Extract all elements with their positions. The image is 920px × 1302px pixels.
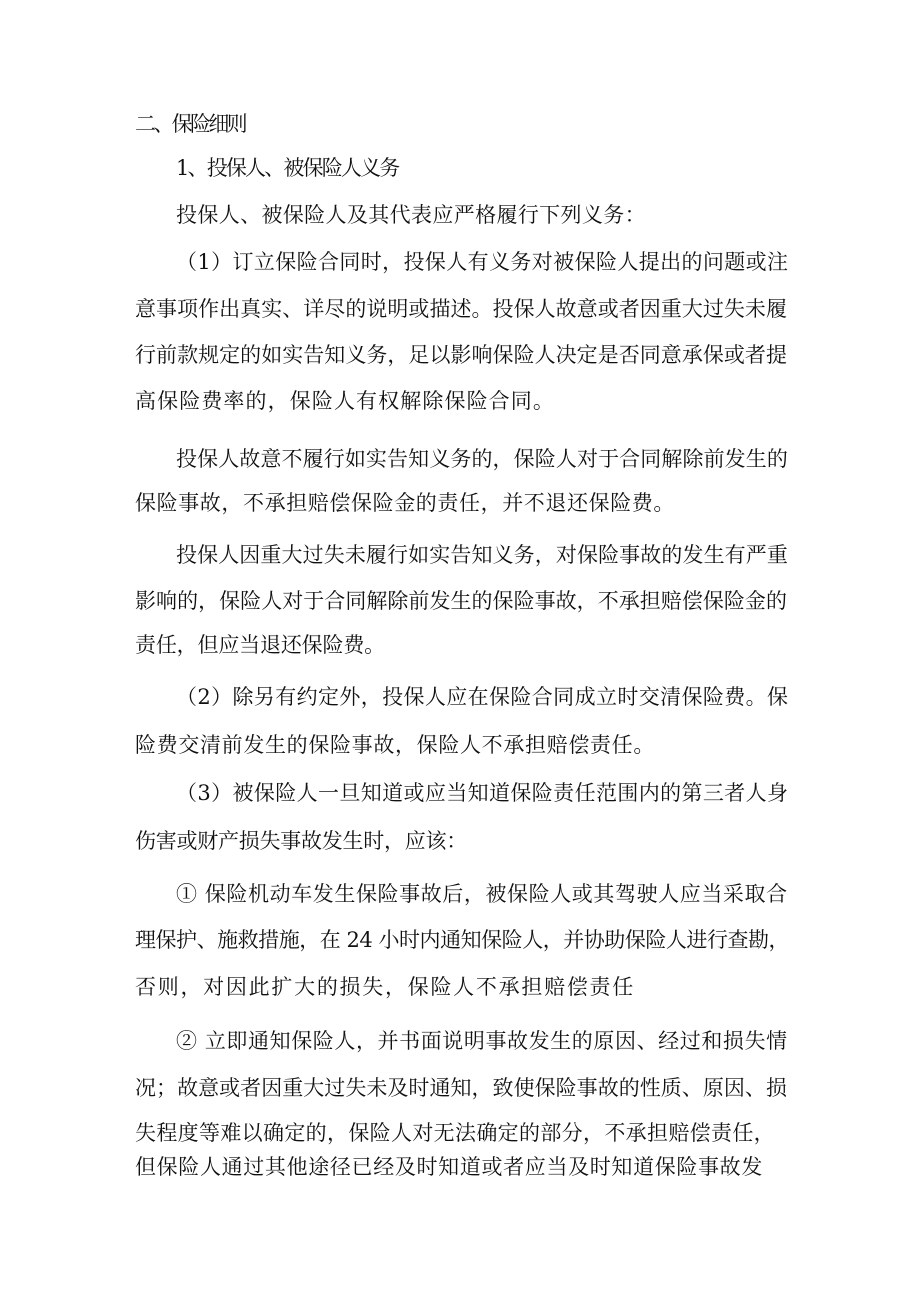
body-line: 意事项作出真实、详尽的说明或描述。投保人故意或者因重大过失未履 — [135, 297, 787, 321]
body-line: 保险事故，不承担赔偿保险金的责任，并不退还保险费。 — [135, 491, 675, 515]
body-line: （1）订立保险合同时，投保人有义务对被保险人提出的问题或注 — [176, 250, 789, 274]
body-line: 责任，但应当退还保险费。 — [135, 633, 385, 657]
body-line: 险费交清前发生的保险事故，保险人不承担赔偿责任。 — [135, 733, 655, 757]
body-line: 理保护、施救措施，在 24 小时内通知保险人，并协助保险人进行查勘， — [135, 928, 790, 952]
subsection-title: 1、投保人、被保险人义务 — [176, 156, 399, 180]
body-line: 失程度等难以确定的，保险人对无法确定的部分，不承担赔偿责任， — [135, 1121, 775, 1145]
body-line: 行前款规定的如实告知义务，足以影响保险人决定是否同意承保或者提 — [135, 343, 787, 367]
body-line: 但保险人通过其他途径已经及时知道或者应当及时知道保险事故发 — [135, 1155, 763, 1179]
body-line: 高保险费率的，保险人有权解除保险合同。 — [135, 389, 555, 413]
body-line: 投保人因重大过失未履行如实告知义务，对保险事故的发生有严重 — [176, 543, 788, 567]
intro-text: 投保人、被保险人及其代表应严格履行下列义务： — [176, 203, 646, 227]
body-line: （2）除另有约定外，投保人应在保险合同成立时交清保险费。保 — [176, 685, 789, 709]
body-line: 伤害或财产损失事故发生时，应该： — [135, 829, 467, 853]
body-line: 否则，对因此扩大的损失，保险人不承担赔偿责任 — [135, 975, 635, 999]
body-line: 投保人故意不履行如实告知义务的，保险人对于合同解除前发生的 — [176, 447, 788, 471]
body-line: ① 保险机动车发生保险事故后，被保险人或其驾驶人应当采取合 — [176, 882, 788, 906]
body-line: 况；故意或者因重大过失未及时通知，致使保险事故的性质、原因、损 — [135, 1076, 787, 1100]
body-line: （3）被保险人一旦知道或应当知道保险责任范围内的第三者人身 — [176, 781, 789, 805]
body-line: ② 立即通知保险人，并书面说明事故发生的原因、经过和损失情 — [176, 1029, 788, 1053]
section-title: 二、保险细则 — [135, 112, 245, 136]
body-line: 影响的，保险人对于合同解除前发生的保险事故，不承担赔偿保险金的 — [135, 589, 787, 613]
